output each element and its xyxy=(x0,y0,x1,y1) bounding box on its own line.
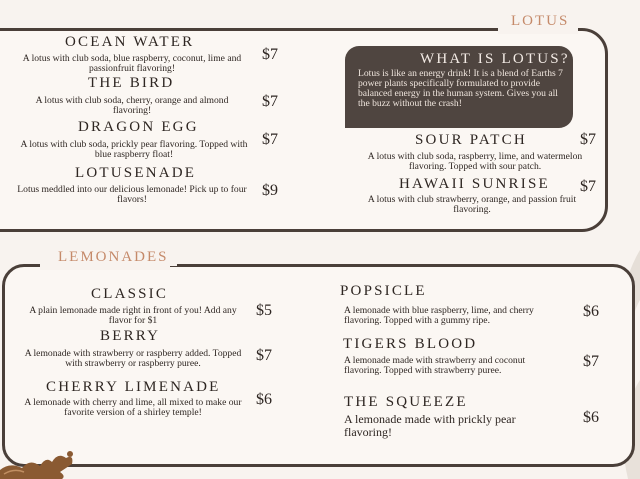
item-price: $7 xyxy=(583,353,599,370)
item-description: A lemonade with strawberry or raspberry added. Topped with strawberry or raspberry puree. xyxy=(24,348,242,369)
item-description: A lotus with club soda, blue raspberry, coconut, lime and passionfruit flavoring! xyxy=(22,53,242,74)
item-title: CLASSIC xyxy=(91,286,169,302)
lemonades-section-label: LEMONADES xyxy=(50,249,177,266)
item-price: $5 xyxy=(256,302,272,319)
item-title: THE SQUEEZE xyxy=(344,394,468,410)
item-title: POPSICLE xyxy=(340,283,427,299)
item-title: THE BIRD xyxy=(88,75,175,91)
item-price: $9 xyxy=(262,182,278,199)
item-title: SOUR PATCH xyxy=(415,132,527,148)
item-description: A lemonade made with strawberry and coconut flavoring. Topped with strawberry puree. xyxy=(344,355,526,376)
item-price: $7 xyxy=(262,46,278,63)
lotus-section-label: LOTUS xyxy=(503,13,577,30)
item-description: A lemonade with blue raspberry, lime, and cherry flavoring. Topped with a gummy ripe. xyxy=(344,305,534,326)
item-description: A plain lemonade made right in front of you! Add any flavor for $1 xyxy=(29,305,237,326)
item-price: $7 xyxy=(262,131,278,148)
item-title: BERRY xyxy=(100,328,161,344)
item-description: A lemonade with cherry and lime, all mixed to make our favorite version of a shirley temple! xyxy=(24,397,242,418)
item-description: A lemonade made with prickly pear flavoring! xyxy=(344,412,516,439)
item-title: HAWAII SUNRISE xyxy=(399,176,550,192)
item-price: $7 xyxy=(580,178,596,195)
item-price: $6 xyxy=(583,409,599,426)
item-title: LOTUSENADE xyxy=(75,165,197,181)
item-title: OCEAN WATER xyxy=(65,34,195,50)
item-price: $6 xyxy=(583,303,599,320)
callout-title: WHAT IS LOTUS? xyxy=(420,51,570,67)
item-price: $7 xyxy=(262,93,278,110)
item-price: $7 xyxy=(256,347,272,364)
what-is-lotus-callout xyxy=(345,46,573,128)
item-description: A lotus with club soda, prickly pear flavoring. Topped with blue raspberry float! xyxy=(20,139,248,160)
item-title: TIGERS BLOOD xyxy=(343,336,478,352)
item-title: CHERRY LIMENADE xyxy=(46,379,221,395)
item-description: A lotus with club soda, raspberry, lime, and watermelon flavoring. Topped with sour patch. xyxy=(367,151,583,172)
item-description: A lotus with club soda, cherry, orange and almond flavoring! xyxy=(35,95,229,116)
item-title: DRAGON EGG xyxy=(78,119,199,135)
drink-splash-icon xyxy=(0,448,80,479)
item-description: Lotus meddled into our delicious lemonade! Pick up to four flavors! xyxy=(17,184,247,205)
item-price: $6 xyxy=(256,391,272,408)
item-description: A lotus with club strawberry, orange, and passion fruit flavoring. xyxy=(367,194,577,215)
callout-text: Lotus is like an energy drink! It is a blend of Earths 7 power plants specifically formulated to provide balanced energy in the human system. Gives you all the buzz without the crash! xyxy=(358,68,563,109)
item-price: $7 xyxy=(580,131,596,148)
